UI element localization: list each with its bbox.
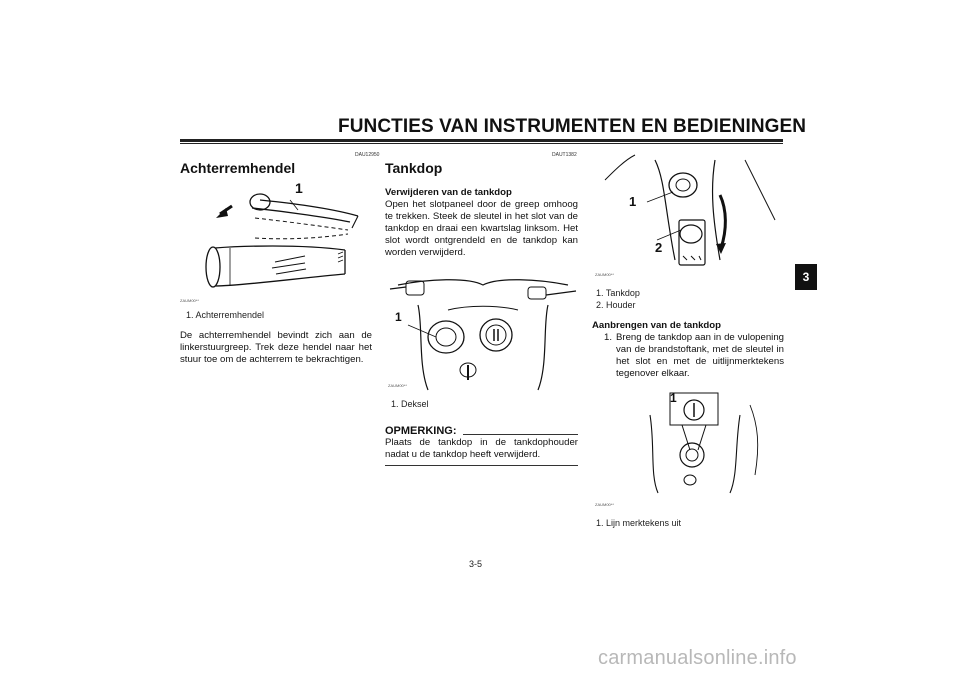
figure-callout: 1 xyxy=(395,310,402,324)
figure-code: ZAUM00** xyxy=(388,383,407,388)
figure-code: ZAUM00** xyxy=(595,272,614,277)
figure-code: ZAUM00** xyxy=(180,298,199,303)
section-code: DAU12950 xyxy=(355,152,380,158)
section-body: Open het slotpaneel door de greep omhoog te trekken. Steek de sleutel in het slot van de tankdop en draai een kwartslag linksom. Het slot wordt ontgrendeld en de tankdop kan worden verwijderd. xyxy=(385,199,578,258)
note-body: Plaats de tankdop in de tankdophouder nadat u de tankdop heeft verwijderd. xyxy=(385,437,578,460)
alignment-marks-illustration xyxy=(610,385,770,495)
figure-caption: 1. Tankdop xyxy=(596,288,640,298)
header-rule xyxy=(180,139,783,142)
note-bottom-rule xyxy=(385,465,578,466)
fuel-cap-holder-illustration xyxy=(595,150,785,270)
subheading: Verwijderen van de tankdop xyxy=(385,187,512,198)
page-number: 3-5 xyxy=(469,559,483,569)
section-code: DAUT1382 xyxy=(552,152,577,158)
figure-caption: 1. Lijn merktekens uit xyxy=(596,518,682,528)
watermark: carmanualsonline.info xyxy=(598,647,797,669)
figure-caption: 1. Deksel xyxy=(391,399,429,409)
figure-caption: 2. Houder xyxy=(596,300,636,310)
note-rule xyxy=(463,434,578,435)
figure-callout: 1 xyxy=(629,194,637,209)
note-title: OPMERKING: xyxy=(385,425,457,437)
figure-callout: 1 xyxy=(295,180,303,196)
fuel-cap-cover-illustration xyxy=(388,265,578,395)
chapter-tab[interactable]: 3 xyxy=(795,264,817,290)
figure-callout: 2 xyxy=(655,240,663,255)
subheading: Aanbrengen van de tankdop xyxy=(592,320,722,331)
figure-callout: 1 xyxy=(670,391,677,405)
rear-brake-lever-illustration xyxy=(180,178,370,298)
header-rule-thin xyxy=(180,143,783,144)
figure-caption: 1. Achterremhendel xyxy=(186,310,265,320)
page-title: FUNCTIES VAN INSTRUMENTEN EN BEDIENINGEN xyxy=(338,116,807,137)
step-number: 1. xyxy=(604,332,613,343)
section-heading: Tankdop xyxy=(385,160,443,176)
section-body: De achterremhendel bevindt zich aan de linkerstuurgreep. Trek deze hendel naar het stuur toe om de achterrem te bekrachtigen. xyxy=(180,330,372,365)
figure-code: ZAUM00** xyxy=(595,502,614,507)
step-text: Breng de tankdop aan in de vulopening van de brandstoftank, met de sleutel in het slot en met de uitlijnmerktekens tegenover elkaar. xyxy=(616,332,784,379)
section-heading: Achterremhendel xyxy=(180,160,296,176)
